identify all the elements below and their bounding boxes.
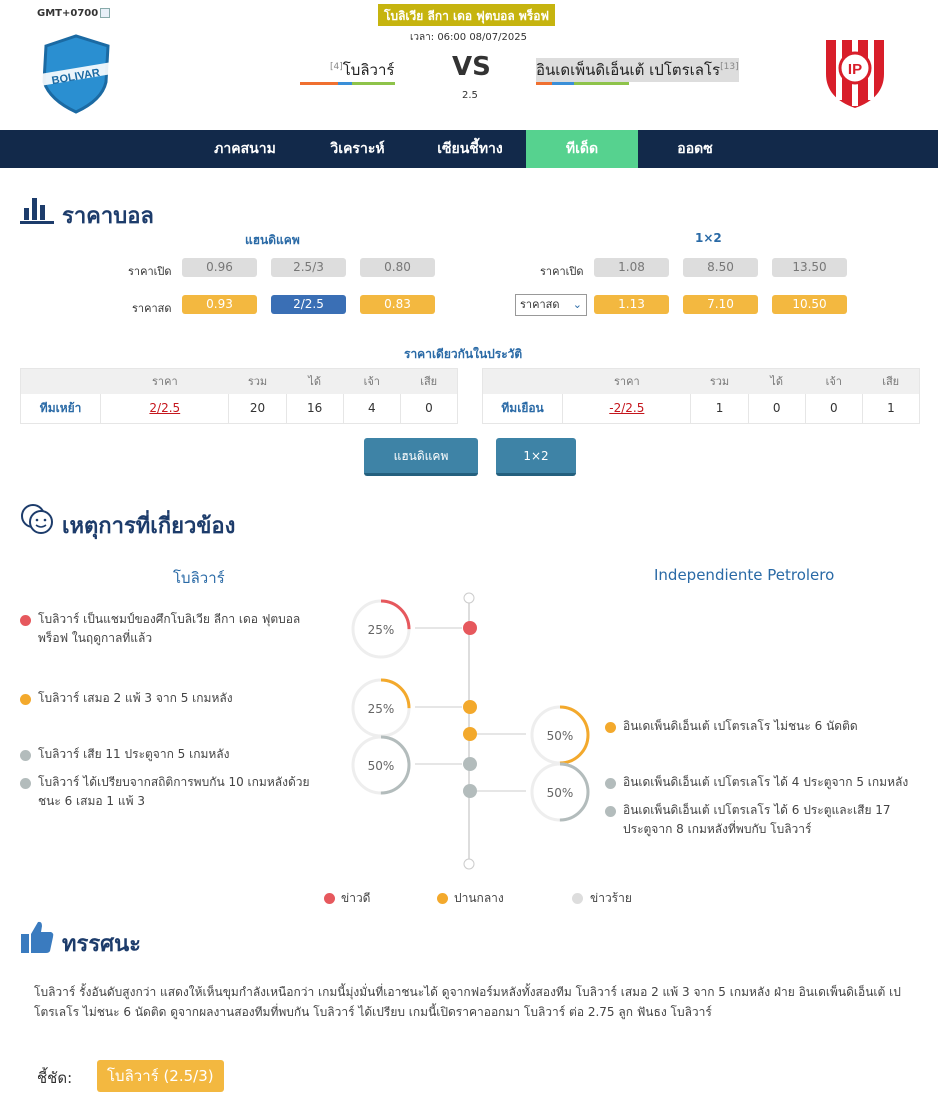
x12-open-draw: 8.50	[683, 258, 758, 277]
nav-tab-odds[interactable]: ออดซ	[677, 141, 713, 157]
hcp-open-label: ราคาเปิด	[128, 265, 172, 278]
hcp-live-away[interactable]: 0.83	[360, 295, 435, 314]
table-row: ทีมเยือน -2/2.5 1 0 0 1	[483, 394, 920, 424]
bar-chart-icon	[20, 196, 54, 224]
handicap-button[interactable]: แฮนดิแคพ	[364, 438, 478, 476]
timezone-dropdown-icon[interactable]	[100, 8, 110, 18]
gauge-away-bad	[529, 761, 591, 823]
event-dot-good	[20, 615, 31, 626]
timeline-dot-good	[463, 621, 477, 635]
nav-tab-field[interactable]: ภาคสนาม	[214, 141, 276, 157]
x12-live-draw[interactable]: 7.10	[683, 295, 758, 314]
events-section-title: เหตุการที่เกี่ยวข้อง	[62, 514, 236, 539]
svg-text:50%: 50%	[546, 729, 574, 743]
events-away-title: Independiente Petrolero	[654, 566, 835, 584]
away-event-1: อินเดเพ็นดิเอ็นเต้ เปโตรเลโร ไม่ชนะ 6 นัดติด	[623, 719, 858, 733]
x12-open-home: 1.08	[594, 258, 669, 277]
chevron-down-icon: ⌄	[572, 298, 582, 311]
faces-icon	[20, 503, 54, 535]
x12-header: 1×2	[695, 231, 722, 245]
timeline-dot-mid	[463, 727, 477, 741]
away-logo-text: IP	[847, 61, 863, 78]
gauge-home-bad	[350, 734, 412, 796]
gauge-home-good	[350, 598, 412, 660]
legend-dot-good	[324, 893, 335, 904]
table-row: ทีมเหย้า 2/2.5 20 16 4 0	[21, 394, 458, 424]
hcp-live-home[interactable]: 0.93	[182, 295, 257, 314]
hcp-live-line[interactable]: 2/2.5	[271, 295, 346, 314]
hcp-open-away: 0.80	[360, 258, 435, 277]
home-form-bar	[300, 82, 395, 85]
timeline-dot-bad	[463, 757, 477, 771]
event-dot-mid	[605, 722, 616, 733]
legend-good: ข่าวดี	[341, 891, 371, 905]
event-dot-bad	[20, 778, 31, 789]
home-event-1: โบลิวาร์ เป็นแชมป์ของศึกโบลิเวีย ลีกา เดอ ฟุตบอล พร็อฟ ในฤดูกาลที่แล้ว	[38, 612, 301, 645]
svg-text:50%: 50%	[546, 786, 574, 800]
thumbs-up-icon	[20, 920, 54, 954]
events-home-title: โบลิวาร์	[173, 569, 225, 587]
away-team-name[interactable]: อินเดเพ็นดิเอ็นเต้ เปโตรเลโร[13]	[536, 58, 739, 82]
match-time: เวลา: 06:00 08/07/2025	[410, 32, 527, 43]
x12-live-away[interactable]: 10.50	[772, 295, 847, 314]
handicap-value: 2.5	[462, 90, 478, 101]
main-nav	[0, 130, 938, 168]
nav-tab-experts[interactable]: เซียนชี้ทาง	[437, 141, 503, 157]
legend-dot-mid	[437, 893, 448, 904]
history-title: ราคาเดียวกันในประวัติ	[404, 347, 523, 361]
event-dot-bad	[605, 806, 616, 817]
gauge-away-mid	[529, 704, 591, 743]
away-form-bar	[536, 82, 629, 85]
legend-mid: ปานกลาง	[454, 891, 504, 905]
history-table-away: ราคา รวม ได้ เจ้า เสีย ทีมเยือน -2/2.5 1 0 0 1	[482, 368, 920, 424]
x12-button[interactable]: 1×2	[496, 438, 576, 476]
home-logo-text: BOLIVAR	[50, 66, 101, 88]
x12-live-home[interactable]: 1.13	[594, 295, 669, 314]
tip-badge: โบลิวาร์ (2.5/3)	[97, 1060, 224, 1092]
timeline-dot-mid	[463, 700, 477, 714]
home-event-2: โบลิวาร์ เสมอ 2 แพ้ 3 จาก 5 เกมหลัง	[38, 691, 233, 705]
gauge-home-mid	[350, 677, 412, 739]
tip-label: ชี้ชัด:	[37, 1069, 73, 1087]
timezone[interactable]: GMT+0700	[37, 8, 110, 19]
odds-section-title: ราคาบอล	[62, 204, 154, 229]
nav-tab-tips[interactable]: ทีเด็ด	[526, 130, 638, 168]
event-dot-bad	[20, 750, 31, 761]
event-dot-mid	[20, 694, 31, 705]
history-table-home: ราคา รวม ได้ เจ้า เสีย ทีมเหย้า 2/2.5 20 16 4 0	[20, 368, 458, 424]
opinion-text: โบลิวาร์ รั้งอันดับสูงกว่า แสดงให้เห็นขุมกำลังเหนือกว่า เกมนี้มุ่งมั่นที่เอาชนะได้ ดูจากฟอร์มหลังทั้งสองทีม โบลิวาร์ เสมอ 2 แพ้ 3 จาก 5 เกมหลัง ฝ่าย อินเดเพ็นดิเอ็นเต้ เปโตรเลโร ไม่ชนะ 6 นัดติด ดูจากผลงานสองทีมที่พบกัน โบลิวาร์ ได้เปรียบ เกมนี้เปิดราคาออกมา โบลิวาร์ ต่อ 2.75 ลูก ฟันธง โบลิวาร์	[34, 985, 901, 1019]
legend-dot-bad	[572, 893, 583, 904]
hcp-open-line: 2.5/3	[271, 258, 346, 277]
legend-bad: ข่าวร้าย	[590, 891, 632, 905]
away-event-2: อินเดเพ็นดิเอ็นเต้ เปโตรเลโร ได้ 4 ประตูจาก 5 เกมหลัง	[623, 775, 909, 789]
hcp-open-home: 0.96	[182, 258, 257, 277]
vs-label: VS	[452, 52, 491, 82]
timeline-dot-bad	[463, 784, 477, 798]
svg-text:25%: 25%	[367, 702, 395, 716]
home-event-3: โบลิวาร์ เสีย 11 ประตูจาก 5 เกมหลัง	[38, 747, 230, 761]
home-team-name[interactable]: [4]โบลิวาร์	[330, 61, 395, 79]
opinion-section-title: ทรรศนะ	[62, 932, 141, 957]
odds-type-select[interactable]: ราคาสด ⌄	[515, 294, 587, 316]
home-team-logo	[36, 34, 116, 114]
nav-tab-analysis[interactable]: วิเคราะห์	[330, 141, 385, 157]
league-badge[interactable]: โบลิเวีย ลีกา เดอ ฟุตบอล พร็อฟ	[378, 4, 555, 26]
handicap-header: แฮนดิแคพ	[245, 233, 300, 247]
x12-open-away: 13.50	[772, 258, 847, 277]
away-team-logo	[820, 34, 890, 110]
hcp-live-label: ราคาสด	[132, 302, 172, 315]
svg-text:25%: 25%	[367, 623, 395, 637]
svg-text:50%: 50%	[367, 759, 395, 773]
x12-open-label: ราคาเปิด	[540, 265, 584, 278]
away-event-3: อินเดเพ็นดิเอ็นเต้ เปโตรเลโร ได้ 6 ประตูและเสีย 17 ประตูจาก 8 เกมหลังที่พบกับ โบลิวาร์	[623, 803, 891, 836]
event-dot-bad	[605, 778, 616, 789]
home-event-4: โบลิวาร์ ได้เปรียบจากสถิติการพบกัน 10 เกมหลังด้วย ชนะ 6 เสมอ 1 แพ้ 3	[38, 775, 310, 808]
